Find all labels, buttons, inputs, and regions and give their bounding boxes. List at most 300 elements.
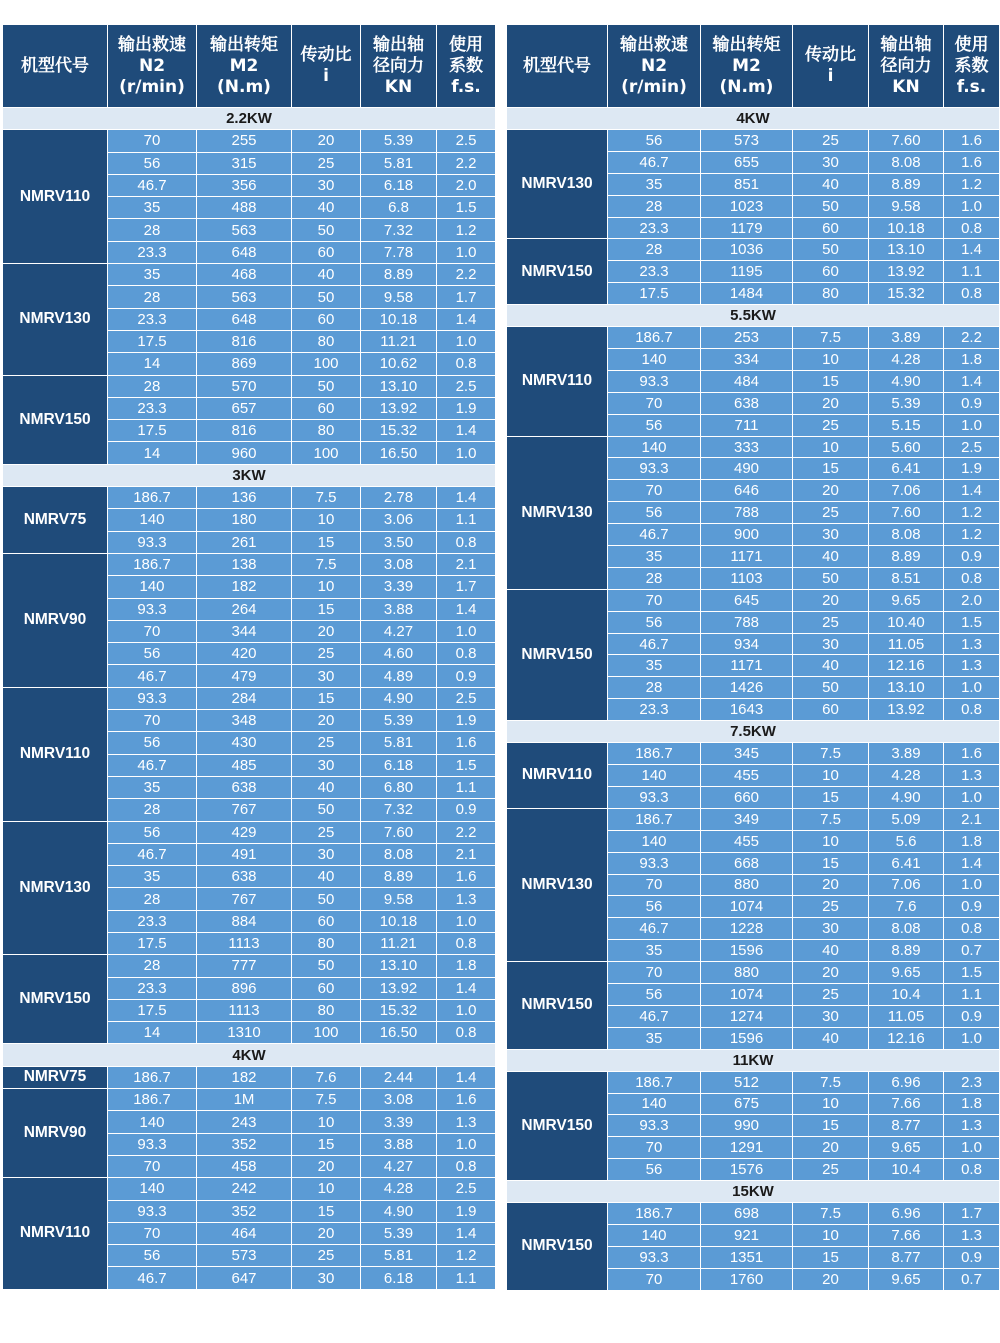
- output-torque-cell: 488: [197, 197, 292, 219]
- output-torque-cell: 1596: [701, 1027, 793, 1049]
- output-torque-cell: 1M: [197, 1089, 292, 1111]
- output-torque-cell: 921: [701, 1224, 793, 1246]
- output-torque-cell: 464: [197, 1222, 292, 1244]
- service-factor-header: [944, 25, 1000, 108]
- table-row: [507, 589, 1000, 611]
- service-factor-cell: 2.5: [437, 687, 496, 709]
- output-speed-cell: 70: [108, 130, 197, 152]
- ratio-cell: 7.5: [793, 1071, 869, 1093]
- output-speed-cell: 70: [108, 1155, 197, 1177]
- radial-load-cell: 9.65: [869, 1137, 944, 1159]
- ratio-cell: 30: [793, 151, 869, 173]
- radial-load-cell: 7.32: [361, 799, 437, 821]
- output-torque-cell: 264: [197, 598, 292, 620]
- power-section-label: 4KW: [3, 1044, 496, 1066]
- table-row: [3, 130, 496, 152]
- model-code-cell: NMRV90: [3, 1089, 108, 1178]
- radial-load-cell: 15.32: [361, 999, 437, 1021]
- ratio-cell: 50: [292, 955, 361, 977]
- output-torque-cell: 1023: [701, 195, 793, 217]
- output-speed-cell: 17.5: [608, 283, 701, 305]
- service-factor-cell: 1.5: [437, 754, 496, 776]
- radial-load-header-line: 径向力: [880, 55, 932, 76]
- ratio-cell: 25: [793, 502, 869, 524]
- radial-load-cell: 10.4: [869, 983, 944, 1005]
- radial-load-cell: 4.28: [869, 765, 944, 787]
- service-factor-cell: 1.6: [944, 151, 1000, 173]
- output-speed-cell: 93.3: [608, 370, 701, 392]
- output-speed-cell: 140: [608, 436, 701, 458]
- output-torque-cell: 1103: [701, 567, 793, 589]
- service-factor-cell: 2.2: [437, 152, 496, 174]
- output-speed-cell: 140: [608, 830, 701, 852]
- service-factor-cell: 1.2: [944, 173, 1000, 195]
- service-factor-cell: 1.9: [437, 397, 496, 419]
- output-torque-cell: 512: [701, 1071, 793, 1093]
- ratio-cell: 15: [292, 1133, 361, 1155]
- output-speed-cell: 93.3: [108, 531, 197, 553]
- output-speed-cell: 186.7: [608, 743, 701, 765]
- radial-load-cell: 5.39: [361, 130, 437, 152]
- ratio-cell: 20: [793, 589, 869, 611]
- radial-load-cell: 3.88: [361, 1133, 437, 1155]
- radial-load-cell: 4.89: [361, 665, 437, 687]
- ratio-cell: 7.5: [793, 1203, 869, 1225]
- output-speed-cell: 140: [608, 1093, 701, 1115]
- service-factor-cell: 2.1: [437, 843, 496, 865]
- service-factor-cell: 0.8: [944, 283, 1000, 305]
- radial-load-cell: 8.51: [869, 567, 944, 589]
- service-factor-header-line: 使用: [449, 34, 483, 55]
- service-factor-cell: 2.5: [437, 375, 496, 397]
- radial-load-cell: 9.65: [869, 589, 944, 611]
- output-speed-cell: 46.7: [608, 633, 701, 655]
- output-speed-header-line: N2: [640, 55, 668, 76]
- radial-load-cell: 11.05: [869, 633, 944, 655]
- service-factor-cell: 2.1: [944, 808, 1000, 830]
- power-section-label: 2.2KW: [3, 108, 496, 130]
- output-torque-cell: 563: [197, 219, 292, 241]
- output-torque-cell: 767: [197, 888, 292, 910]
- radial-load-cell: 8.08: [869, 151, 944, 173]
- output-torque-cell: 352: [197, 1200, 292, 1222]
- service-factor-cell: 1.3: [944, 655, 1000, 677]
- output-speed-cell: 140: [108, 509, 197, 531]
- output-torque-cell: 430: [197, 732, 292, 754]
- ratio-cell: 80: [292, 420, 361, 442]
- service-factor-cell: 0.8: [944, 699, 1000, 721]
- power-section-row: [507, 1049, 1000, 1071]
- output-torque-cell: 491: [197, 843, 292, 865]
- output-torque-cell: 563: [197, 286, 292, 308]
- radial-load-cell: 6.18: [361, 754, 437, 776]
- ratio-cell: 100: [292, 1022, 361, 1044]
- ratio-cell: 10: [793, 830, 869, 852]
- model-code-header: [507, 25, 608, 108]
- ratio-cell: 40: [793, 655, 869, 677]
- output-speed-cell: 70: [108, 620, 197, 642]
- output-speed-cell: 56: [608, 502, 701, 524]
- output-speed-cell: 186.7: [608, 808, 701, 830]
- radial-load-cell: 8.89: [361, 866, 437, 888]
- output-speed-cell: 46.7: [608, 918, 701, 940]
- model-code-cell: NMRV110: [507, 327, 608, 436]
- table-row: [507, 436, 1000, 458]
- radial-load-cell: 7.78: [361, 241, 437, 263]
- output-torque-cell: 315: [197, 152, 292, 174]
- output-torque-cell: 458: [197, 1155, 292, 1177]
- model-code-cell: NMRV130: [507, 436, 608, 589]
- output-torque-header-line: M2: [229, 55, 259, 76]
- right-spec-table: [506, 24, 1000, 1291]
- output-speed-cell: 93.3: [608, 458, 701, 480]
- output-torque-cell: 356: [197, 174, 292, 196]
- radial-load-cell: 4.27: [361, 1155, 437, 1177]
- ratio-cell: 50: [292, 888, 361, 910]
- model-code-cell: NMRV150: [507, 239, 608, 305]
- service-factor-cell: 1.4: [944, 239, 1000, 261]
- service-factor-header-line: 系数: [954, 55, 989, 76]
- ratio-cell: 10: [793, 436, 869, 458]
- radial-load-cell: 3.89: [869, 743, 944, 765]
- ratio-cell: 25: [292, 152, 361, 174]
- ratio-cell: 30: [292, 843, 361, 865]
- output-speed-cell: 28: [108, 219, 197, 241]
- output-speed-cell: 14: [108, 1022, 197, 1044]
- radial-load-cell: 4.90: [869, 370, 944, 392]
- service-factor-cell: 1.7: [437, 286, 496, 308]
- ratio-cell: 50: [292, 286, 361, 308]
- output-torque-cell: 1195: [701, 261, 793, 283]
- radial-load-cell: 6.41: [869, 458, 944, 480]
- output-speed-cell: 93.3: [608, 1115, 701, 1137]
- service-factor-cell: 1.6: [437, 866, 496, 888]
- ratio-header-line: i: [827, 66, 834, 86]
- output-speed-cell: 17.5: [108, 999, 197, 1021]
- output-speed-cell: 186.7: [608, 327, 701, 349]
- radial-load-cell: 3.50: [361, 531, 437, 553]
- service-factor-cell: 1.6: [437, 732, 496, 754]
- service-factor-cell: 1.2: [437, 1245, 496, 1267]
- radial-load-cell: 7.32: [361, 219, 437, 241]
- output-torque-cell: 1074: [701, 896, 793, 918]
- output-torque-header: [197, 25, 292, 108]
- service-factor-cell: 0.9: [437, 799, 496, 821]
- output-torque-cell: 352: [197, 1133, 292, 1155]
- service-factor-cell: 2.2: [944, 327, 1000, 349]
- service-factor-cell: 1.2: [944, 502, 1000, 524]
- output-torque-cell: 767: [197, 799, 292, 821]
- output-torque-cell: 468: [197, 264, 292, 286]
- radial-load-cell: 8.89: [869, 546, 944, 568]
- output-torque-cell: 1036: [701, 239, 793, 261]
- radial-load-cell: 13.92: [361, 977, 437, 999]
- power-section-row: [507, 721, 1000, 743]
- ratio-cell: 80: [292, 999, 361, 1021]
- output-torque-cell: 638: [197, 866, 292, 888]
- service-factor-cell: 1.1: [944, 261, 1000, 283]
- service-factor-cell: 1.4: [437, 1222, 496, 1244]
- output-speed-cell: 35: [608, 1027, 701, 1049]
- model-code-cell: NMRV110: [507, 743, 608, 809]
- output-torque-cell: 990: [701, 1115, 793, 1137]
- output-torque-cell: 934: [701, 633, 793, 655]
- radial-load-cell: 12.16: [869, 1027, 944, 1049]
- service-factor-cell: 0.8: [437, 531, 496, 553]
- radial-load-cell: 3.88: [361, 598, 437, 620]
- radial-load-cell: 11.21: [361, 932, 437, 954]
- ratio-cell: 40: [793, 173, 869, 195]
- output-speed-cell: 14: [108, 353, 197, 375]
- ratio-cell: 7.5: [292, 553, 361, 575]
- output-speed-cell: 70: [608, 1268, 701, 1290]
- power-section-label: 4KW: [507, 108, 1000, 130]
- radial-load-cell: 10.18: [869, 217, 944, 239]
- output-speed-cell: 35: [108, 866, 197, 888]
- radial-load-cell: 9.58: [361, 286, 437, 308]
- table-row: [507, 239, 1000, 261]
- power-section-row: [507, 305, 1000, 327]
- output-speed-cell: 93.3: [608, 852, 701, 874]
- service-factor-cell: 2.5: [437, 130, 496, 152]
- output-speed-cell: 23.3: [608, 217, 701, 239]
- output-speed-cell: 28: [108, 955, 197, 977]
- radial-load-cell: 8.77: [869, 1115, 944, 1137]
- ratio-cell: 50: [793, 567, 869, 589]
- output-speed-cell: 140: [608, 349, 701, 371]
- output-torque-header-line: 输出转矩: [712, 34, 781, 55]
- service-factor-cell: 1.4: [944, 480, 1000, 502]
- output-speed-header: [608, 25, 701, 108]
- ratio-cell: 80: [292, 330, 361, 352]
- output-speed-cell: 186.7: [608, 1203, 701, 1225]
- ratio-cell: 25: [793, 611, 869, 633]
- power-section-row: [3, 464, 496, 486]
- output-torque-cell: 816: [197, 420, 292, 442]
- service-factor-cell: 2.2: [437, 821, 496, 843]
- power-section-label: 3KW: [3, 464, 496, 486]
- radial-load-header-line: 径向力: [373, 55, 424, 76]
- service-factor-header-line: 系数: [449, 55, 483, 76]
- output-torque-cell: 1171: [701, 655, 793, 677]
- ratio-cell: 15: [793, 1246, 869, 1268]
- output-speed-cell: 186.7: [108, 1089, 197, 1111]
- service-factor-header-line: 使用: [954, 34, 989, 55]
- output-torque-cell: 284: [197, 687, 292, 709]
- output-speed-cell: 23.3: [108, 397, 197, 419]
- ratio-cell: 25: [292, 643, 361, 665]
- model-code-cell: NMRV130: [3, 821, 108, 955]
- service-factor-cell: 1.6: [437, 1089, 496, 1111]
- output-speed-cell: 56: [608, 414, 701, 436]
- ratio-cell: 25: [292, 821, 361, 843]
- table-row: [3, 553, 496, 575]
- output-speed-cell: 56: [108, 152, 197, 174]
- model-code-header-line: 机型代号: [21, 55, 89, 76]
- service-factor-cell: 1.1: [437, 509, 496, 531]
- radial-load-cell: 6.80: [361, 776, 437, 798]
- service-factor-cell: 0.8: [944, 567, 1000, 589]
- service-factor-cell: 1.3: [437, 1111, 496, 1133]
- service-factor-cell: 1.7: [944, 1203, 1000, 1225]
- radial-load-cell: 10.62: [361, 353, 437, 375]
- output-torque-cell: 1760: [701, 1268, 793, 1290]
- output-torque-cell: 638: [701, 392, 793, 414]
- output-speed-cell: 46.7: [608, 1005, 701, 1027]
- output-torque-cell: 429: [197, 821, 292, 843]
- output-torque-cell: 1310: [197, 1022, 292, 1044]
- service-factor-cell: 1.1: [437, 1267, 496, 1289]
- radial-load-cell: 10.40: [869, 611, 944, 633]
- ratio-cell: 30: [793, 1005, 869, 1027]
- service-factor-cell: 1.0: [944, 786, 1000, 808]
- service-factor-cell: 0.8: [944, 1159, 1000, 1181]
- service-factor-cell: 1.0: [944, 414, 1000, 436]
- radial-load-cell: 8.08: [869, 918, 944, 940]
- service-factor-cell: 1.6: [944, 743, 1000, 765]
- radial-load-cell: 7.66: [869, 1093, 944, 1115]
- radial-load-cell: 8.89: [869, 173, 944, 195]
- output-torque-header-line: M2: [732, 55, 761, 76]
- output-torque-cell: 484: [701, 370, 793, 392]
- ratio-cell: 100: [292, 442, 361, 464]
- output-torque-cell: 1576: [701, 1159, 793, 1181]
- output-speed-cell: 35: [608, 940, 701, 962]
- service-factor-cell: 1.9: [437, 710, 496, 732]
- output-torque-cell: 777: [197, 955, 292, 977]
- radial-load-cell: 7.60: [361, 821, 437, 843]
- service-factor-cell: 1.0: [944, 874, 1000, 896]
- table-row: [507, 1071, 1000, 1093]
- service-factor-cell: 0.7: [944, 1268, 1000, 1290]
- model-code-cell: NMRV110: [3, 687, 108, 821]
- output-speed-cell: 28: [108, 799, 197, 821]
- power-section-row: [507, 108, 1000, 130]
- output-torque-header: [701, 25, 793, 108]
- output-speed-cell: 140: [608, 765, 701, 787]
- ratio-cell: 60: [292, 977, 361, 999]
- output-torque-cell: 485: [197, 754, 292, 776]
- radial-load-cell: 7.60: [869, 130, 944, 152]
- ratio-cell: 40: [292, 866, 361, 888]
- radial-load-cell: 5.81: [361, 732, 437, 754]
- output-speed-cell: 28: [608, 567, 701, 589]
- radial-load-cell: 9.65: [869, 1268, 944, 1290]
- radial-load-cell: 10.18: [361, 308, 437, 330]
- radial-load-cell: 8.08: [869, 524, 944, 546]
- output-torque-cell: 243: [197, 1111, 292, 1133]
- radial-load-cell: 15.32: [869, 283, 944, 305]
- radial-load-cell: 5.60: [869, 436, 944, 458]
- radial-load-cell: 11.21: [361, 330, 437, 352]
- table-row: [3, 264, 496, 286]
- output-speed-cell: 28: [108, 375, 197, 397]
- output-torque-cell: 334: [701, 349, 793, 371]
- radial-load-cell: 5.39: [361, 1222, 437, 1244]
- ratio-cell: 15: [292, 687, 361, 709]
- ratio-cell: 10: [793, 1093, 869, 1115]
- radial-load-cell: 13.10: [869, 677, 944, 699]
- model-code-cell: NMRV130: [3, 264, 108, 375]
- output-torque-cell: 788: [701, 611, 793, 633]
- output-torque-cell: 253: [701, 327, 793, 349]
- output-torque-cell: 675: [701, 1093, 793, 1115]
- output-speed-cell: 186.7: [108, 553, 197, 575]
- output-torque-cell: 255: [197, 130, 292, 152]
- service-factor-cell: 1.9: [944, 458, 1000, 480]
- table-row: [3, 1066, 496, 1088]
- ratio-cell: 40: [292, 264, 361, 286]
- service-factor-cell: 0.8: [437, 643, 496, 665]
- service-factor-cell: 1.8: [944, 349, 1000, 371]
- radial-load-cell: 8.89: [869, 940, 944, 962]
- ratio-cell: 60: [292, 397, 361, 419]
- service-factor-cell: 0.9: [944, 896, 1000, 918]
- service-factor-cell: 1.0: [944, 1137, 1000, 1159]
- output-speed-cell: 23.3: [108, 241, 197, 263]
- radial-load-cell: 11.05: [869, 1005, 944, 1027]
- output-torque-cell: 490: [701, 458, 793, 480]
- ratio-cell: 15: [292, 598, 361, 620]
- ratio-cell: 50: [793, 677, 869, 699]
- model-code-cell: NMRV150: [507, 962, 608, 1050]
- ratio-cell: 30: [793, 633, 869, 655]
- radial-load-cell: 4.90: [361, 687, 437, 709]
- model-code-header-line: 机型代号: [523, 55, 591, 76]
- ratio-cell: 25: [793, 414, 869, 436]
- service-factor-cell: 0.9: [944, 1246, 1000, 1268]
- output-speed-cell: 93.3: [608, 786, 701, 808]
- output-torque-cell: 1113: [197, 932, 292, 954]
- output-torque-cell: 573: [197, 1245, 292, 1267]
- ratio-cell: 25: [292, 1245, 361, 1267]
- service-factor-cell: 0.8: [437, 1155, 496, 1177]
- output-speed-header-line: 输出救速: [620, 34, 688, 55]
- power-section-row: [3, 1044, 496, 1066]
- output-torque-cell: 182: [197, 576, 292, 598]
- service-factor-cell: 1.0: [944, 1027, 1000, 1049]
- radial-load-cell: 3.06: [361, 509, 437, 531]
- ratio-cell: 25: [292, 732, 361, 754]
- ratio-cell: 10: [292, 1111, 361, 1133]
- service-factor-cell: 1.0: [437, 999, 496, 1021]
- ratio-header-line: 传动比: [300, 45, 352, 65]
- radial-load-cell: 6.96: [869, 1071, 944, 1093]
- output-torque-header-line: 输出转矩: [210, 34, 278, 55]
- service-factor-cell: 1.3: [944, 1224, 1000, 1246]
- output-torque-cell: 646: [701, 480, 793, 502]
- table-row: [507, 130, 1000, 152]
- radial-load-header-line: 输出轴: [880, 34, 932, 55]
- radial-load-cell: 6.8: [361, 197, 437, 219]
- model-code-cell: NMRV75: [3, 1066, 108, 1088]
- power-section-row: [507, 1181, 1000, 1203]
- radial-load-cell: 16.50: [361, 1022, 437, 1044]
- service-factor-cell: 1.1: [944, 983, 1000, 1005]
- output-torque-cell: 345: [701, 743, 793, 765]
- ratio-cell: 10: [292, 509, 361, 531]
- ratio-cell: 7.5: [793, 808, 869, 830]
- output-torque-cell: 1274: [701, 1005, 793, 1027]
- ratio-cell: 15: [292, 531, 361, 553]
- radial-load-cell: 5.15: [869, 414, 944, 436]
- service-factor-cell: 1.3: [944, 765, 1000, 787]
- output-torque-cell: 136: [197, 487, 292, 509]
- output-torque-cell: 344: [197, 620, 292, 642]
- model-code-cell: NMRV150: [3, 375, 108, 464]
- radial-load-cell: 7.06: [869, 480, 944, 502]
- service-factor-cell: 2.0: [944, 589, 1000, 611]
